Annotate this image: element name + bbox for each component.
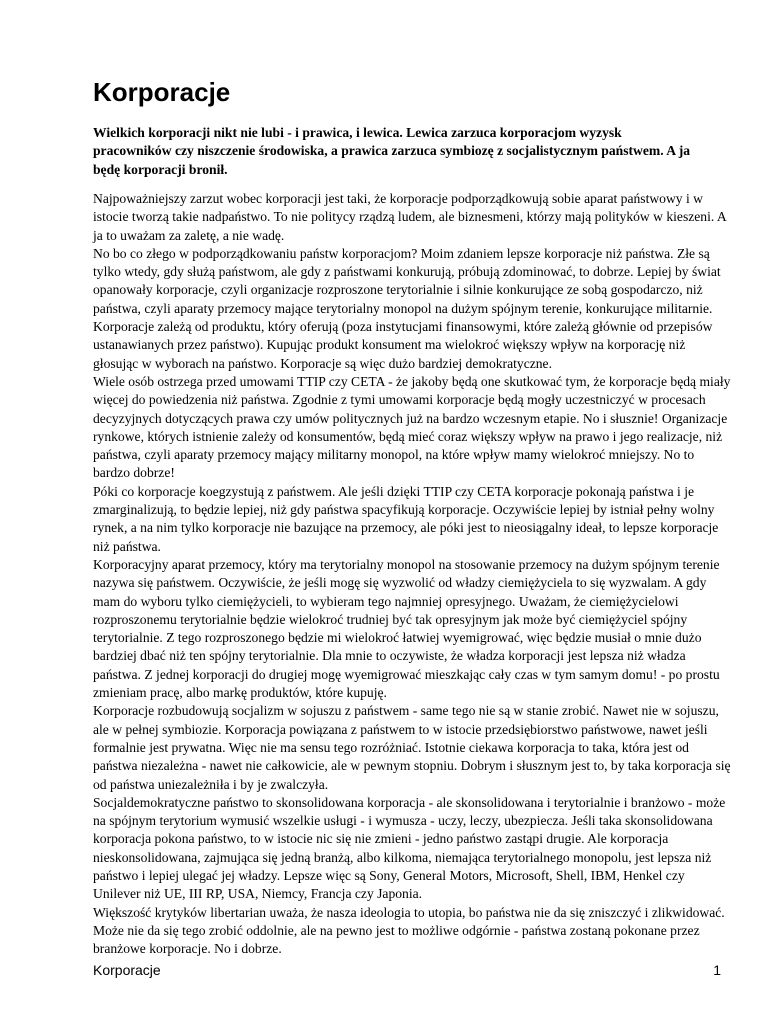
- page-number: 1: [713, 962, 721, 978]
- lead-paragraph: Wielkich korporacji nikt nie lubi - i prawica, i lewica. Lewica zarzuca korporacjom wyzysk pracowników czy niszczenie środowiska, a prawica zarzuca symbiozę z socjalistycznym państwem. A ja będę korporacji bronił.: [93, 125, 691, 177]
- paragraph: Korporacje rozbudowują socjalizm w sojuszu z państwem - same tego nie są w stanie zrobić. Nawet nie w sojuszu, ale w pełnej symbiozie. Korporacja powiązana z państwem to w istocie przedsiębiorstwo państwowe, nawet jeśli formalnie jest prywatna. Więc nie ma sensu tego rozróżniać. Istotnie ciekawa korporacja to taka, która jest od państwa niezależna - nawet nie całkowicie, ale w pewnym stopniu. Dobrym i słusznym jest to, by taka korporacja się od państwa uniezależniła i by je zwalczyła.: [93, 703, 731, 792]
- paragraph: No bo co złego w podporządkowaniu państw korporacjom? Moim zdaniem lepsze korporacje niż państwa. Złe są tylko wtedy, gdy służą państwom, ale gdy z państwami konkurują, próbują zdominować, to dobrze. Lepiej by świat opanowały korporacje, czyli organizacje rozproszone terytorialnie i silnie konkurujące ze sobą gospodarczo, niż państwa, czyli aparaty przemocy mające terytorialny monopol na dużym spójnym terenie, konkurujące militarnie.: [93, 245, 721, 316]
- paragraph: Póki co korporacje koegzystują z państwem. Ale jeśli dzięki TTIP czy CETA korporacje pokonają państwa i je zmarginalizują, to będzie lepiej, niż gdy państwa spacyfikują korporacje. Oczywiście lepiej by istniał pełny wolny rynek, a na nim tylko korporacje nie bazujące na przemocy, ale póki jest to nieosiągalny ideał, to lepsze korporacje niż państwa.: [93, 483, 719, 554]
- paragraph: Korporacyjny aparat przemocy, który ma terytorialny monopol na stosowanie przemocy na dużym spójnym terenie nazywa się państwem. Oczywiście, że jeśli mogę się wyzwolić od władzy ciemiężyciela to się wyzwalam. A gdy mam do wyboru tylko ciemiężycieli, to wybieram tego najmniej opresyjnego. Uważam, że ciemiężycielowi rozproszonemu terytorialnie będzie wielokroć trudniej być tak opresyjnym jak może być ciemiężyciel spójny terytorialnie. Z tego rozproszonego będzie mi wielokroć łatwiej wyemigrować, więc będzie musiał o mnie dużo bardziej dbać niż ten spójny terytorialnie. Dla mnie to oczywiste, że władza korporacji jest lepsza niż władza państwa. Z jednej korporacji do drugiej mogę wyemigrować mieszkając cały czas w tym samym domu! - po prostu zmieniam pracę, albo markę produktów, które kupuję.: [93, 556, 720, 701]
- paragraph: Korporacje zależą od produktu, który oferują (poza instytucjami finansowymi, które zależą głównie od przepisów ustanawianych przez państwo). Kupując produkt konsument ma wielokroć większy wpływ na korporację niż głosując w wyborach na państwo. Korporacje są więc dużo bardziej demokratyczne.: [93, 319, 713, 371]
- paragraph: Najpoważniejszy zarzut wobec korporacji jest taki, że korporacje podporządkowują sobie aparat państwowy i w istocie tworzą takie nadpaństwo. To nie politycy rządzą ludem, ale biznesmeni, którzy mają polityków w kieszeni. A ja to uważam za zaletę, a nie wadę.: [93, 191, 726, 243]
- paragraph: Wiele osób ostrzega przed umowami TTIP czy CETA - że jakoby będą one skutkować tym, że korporacje będą miały więcej do powiedzenia niż państwa. Zgodnie z tymi umowami korporacje będą mogły uczestniczyć w procesach decyzyjnych dotyczących prawa czy umów politycznych już na bardzo wczesnym etapie. No i słusznie! Organizacje rynkowe, których istnienie zależy od konsumentów, będą mieć coraz większy wpływ na prawo i jego realizacje, niż państwa, czyli aparaty przemocy mający militarny monopol, na które wpływ mamy wielokroć mniejszy. No to bardzo dobrze!: [93, 373, 731, 481]
- page-title: Korporacje: [93, 77, 231, 107]
- article-body: [93, 190, 733, 958]
- paragraph: Socjaldemokratyczne państwo to skonsolidowana korporacja - ale skonsolidowana i terytorialnie i branżowo - może na spójnym terytorium wymusić wszelkie usługi - i wymusza - uczy, leczy, ubezpiecza. Jeśli taka skonsolidowana korporacja pokona państwo, to w istocie nic się nie zmieni - jedno państwo zastąpi drugie. Ale korporacja nieskonsolidowana, zajmująca się jedną branżą, albo kilkoma, niemająca terytorialnego monopolu, jest lepsza niż państwo i lepiej ulegać jej władzy. Lepsze więc są Sony, General Motors, Microsoft, Shell, IBM, Henkel czy Unilever niż UE, III RP, USA, Niemcy, Francja czy Japonia.: [93, 794, 726, 902]
- footer-title: Korporacje: [93, 962, 161, 978]
- paragraph: Większość krytyków libertarian uważa, że nasza ideologia to utopia, bo państwa nie da się zniszczyć i zlikwidować. Może nie da się tego zrobić oddolnie, ale na pewno jest to możliwe odgórnie - państwa zostaną pokonane przez branżowe korporacje. No i dobrze.: [93, 904, 725, 957]
